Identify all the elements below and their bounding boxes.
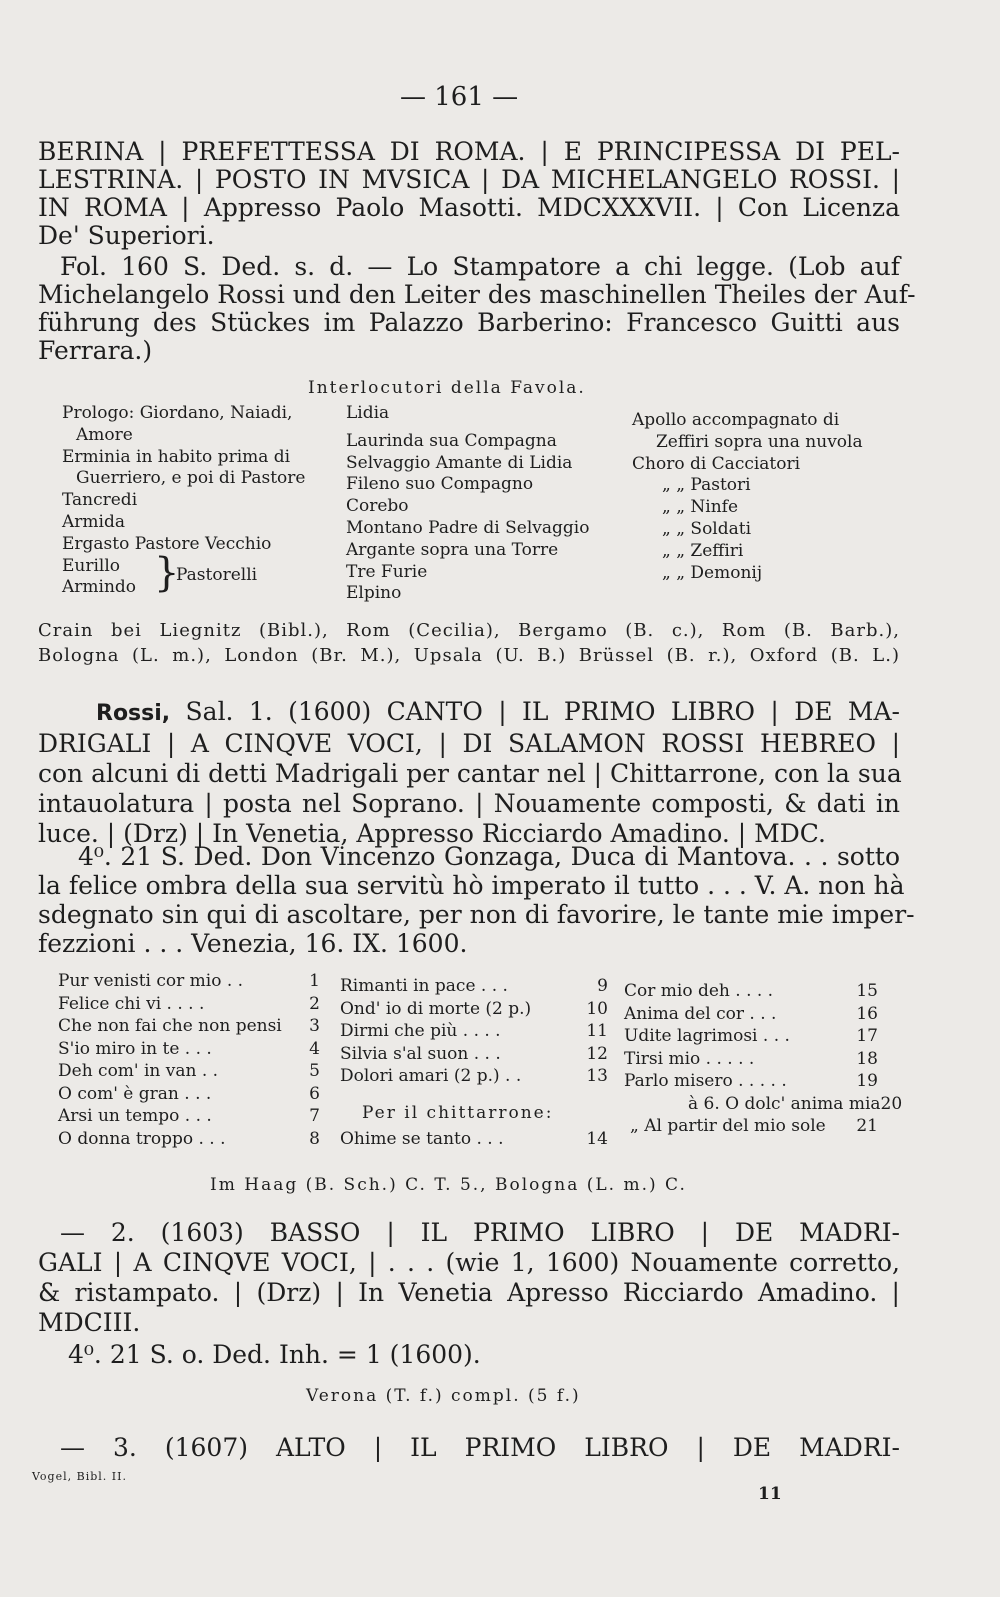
note-line: Fol. 160 S. Ded. s. d. — Lo Stampatore a chi legge. (Lob auf <box>60 252 900 281</box>
cast-entry: Armida <box>62 511 125 532</box>
note-line: Ferrara.) <box>38 336 153 365</box>
cast-entry: „ „ Pastori <box>662 475 751 496</box>
title-line: IN ROMA | Appresso Paolo Masotti. MDCXXXVII. | Con Licenza <box>38 193 900 222</box>
title-line: De' Superiori. <box>38 221 215 250</box>
cast-column-2 <box>346 403 616 605</box>
signature-mark: Vogel, Bibl. II. <box>32 1470 127 1483</box>
contents-item: O com' è gran . . . 6 <box>58 1083 320 1104</box>
entry-2-note: 4⁰. 21 S. o. Ded. Inh. = 1 (1600). <box>68 1340 481 1369</box>
rossi-entry-title <box>38 697 900 849</box>
entry-note <box>38 252 916 365</box>
library-holdings <box>38 618 900 668</box>
cast-entry: Elpino <box>346 583 402 604</box>
library-holdings: Im Haag (B. Sch.) C. T. 5., Bologna (L. m.) C. <box>210 1175 687 1195</box>
contents-column-3 <box>624 980 903 1138</box>
contents-item: Parlo misero . . . . . 19 <box>624 1071 878 1091</box>
library-holdings: Verona (T. f.) compl. (5 f.) <box>306 1386 581 1406</box>
contents-item: Ond' io di morte (2 p.) 10 <box>340 998 608 1019</box>
title-line: con alcuni di detti Madrigali per cantar nel | Chittarrone, con la sua <box>38 759 902 788</box>
contents-item: O donna troppo . . . 8 <box>58 1128 320 1149</box>
contents-item: Rimanti in pace . . . 9 <box>340 976 608 996</box>
cast-entry: Tre Furie <box>346 561 428 582</box>
contents-item: Tirsi mio . . . . . 18 <box>624 1048 878 1069</box>
entry-2 <box>38 1218 900 1338</box>
contents-item: Cor mio deh . . . . 15 <box>624 981 878 1001</box>
title-line: MDCIII. <box>38 1308 141 1337</box>
cast-entry: Amore <box>76 424 133 445</box>
title-line: GALI | A CINQVE VOCI, | . . . (wie 1, 1600) Nouamente corretto, <box>38 1248 900 1277</box>
cast-entry: Eurillo <box>62 555 121 576</box>
contents-item: Dolori amari (2 p.) . . 13 <box>340 1066 608 1086</box>
title-line: intauolatura | posta nel Soprano. | Nouamente composti, & dati in <box>38 789 900 818</box>
contents-item: Anima del cor . . . 16 <box>624 1003 878 1024</box>
cast-entry: Pastorelli <box>176 565 258 585</box>
cast-entry: Selvaggio Amante di Lidia <box>346 452 573 473</box>
holdings-line: Crain bei Liegnitz (Bibl.), Rom (Cecilia), Bergamo (B. c.), Rom (B. Barb.), <box>38 620 900 641</box>
cast-entry: Tancredi <box>62 490 138 511</box>
author-name: Rossi, <box>96 701 171 726</box>
cast-entry: Fileno suo Compagno <box>346 474 534 495</box>
contents-item: Silvia s'al suon . . . 12 <box>340 1043 608 1064</box>
sheet-number: 11 <box>758 1484 782 1504</box>
cast-entry: Corebo <box>346 496 409 517</box>
cast-column-3 <box>632 410 900 584</box>
note-line: führung des Stückes im Palazzo Barberino: Francesco Guitti aus <box>38 308 900 337</box>
cast-entry: Ergasto Pastore Vecchio <box>62 533 272 554</box>
note-line: la felice ombra della sua servitù hò imperato il tutto . . . V. A. non hà <box>38 871 905 900</box>
title-line: DRIGALI | A CINQVE VOCI, | DI SALAMON ROSSI HEBREO | <box>38 729 900 758</box>
cast-entry: Armindo <box>62 577 137 598</box>
contents-item: „ Al partir del mio sole 21 <box>630 1116 878 1136</box>
cast-entry: Montano Padre di Selvaggio <box>346 517 590 538</box>
cast-entry: „ „ Ninfe <box>662 497 739 518</box>
chittarrone-label: Per il chittarrone: <box>362 1102 554 1123</box>
contents-item: S'io miro in te . . . 4 <box>58 1038 320 1059</box>
cast-entry: Guerriero, e poi di Pastore <box>76 468 306 489</box>
contents-item: Arsi un tempo . . . 7 <box>58 1106 320 1126</box>
contents-item: à 6. O dolc' anima mia 20 <box>688 1093 903 1114</box>
cast-entry: Zeffiri sopra una nuvola <box>656 431 863 452</box>
contents-item: Che non fai che non pensi 3 <box>58 1016 320 1036</box>
note-line: 4⁰. 21 S. Ded. Don Vincenzo Gonzaga, Duca di Mantova. . . sotto <box>78 842 900 871</box>
cast-entry: Erminia in habito prima di <box>62 446 291 467</box>
title-line: luce. | (Drz) | In Venetia, Appresso Ricciardo Amadino. | MDC. <box>38 819 826 848</box>
cast-entry: Choro di Cacciatori <box>632 453 801 474</box>
title-line: Rossi, Sal. 1. (1600) CANTO | IL PRIMO LIBRO | DE MA- <box>96 697 900 726</box>
contents-item: Deh com' in van . . 5 <box>58 1061 320 1081</box>
contents-item: Udite lagrimosi . . . 17 <box>624 1026 878 1046</box>
contents-item: Ohime se tanto . . . 14 <box>340 1129 608 1149</box>
rossi-entry-note <box>38 842 915 958</box>
contents-item: Pur venisti cor mio . . 1 <box>58 971 320 991</box>
cast-heading: Interlocutori della Favola. <box>308 378 586 398</box>
brace: } <box>154 550 180 596</box>
contents-item: Felice chi vi . . . . 2 <box>58 993 320 1014</box>
cast-entry: Prologo: Giordano, Naiadi, <box>62 403 293 423</box>
title-line: LESTRINA. | POSTO IN MVSICA | DA MICHELANGELO ROSSI. | <box>38 165 900 194</box>
note-line: fezzioni . . . Venezia, 16. IX. 1600. <box>38 929 468 958</box>
cast-entry: „ „ Soldati <box>662 518 752 539</box>
title-line: BERINA | PREFETTESSA DI ROMA. | E PRINCIPESSA DI PEL- <box>38 137 900 166</box>
cast-entry: Apollo accompagnato di <box>632 410 840 430</box>
cast-entry: „ „ Zeffiri <box>662 540 744 561</box>
holdings-line: Bologna (L. m.), London (Br. M.), Upsala (U. B.) Brüssel (B. r.), Oxford (B. L.) <box>38 645 900 666</box>
note-line: Michelangelo Rossi und den Leiter des maschinellen Theiles der Auf- <box>38 280 916 309</box>
title-line: — 2. (1603) BASSO | IL PRIMO LIBRO | DE MADRI- <box>60 1218 900 1247</box>
note-line: sdegnato sin qui di ascoltare, per non di favorire, le tante mie imper- <box>38 900 915 929</box>
cast-entry: Argante sopra una Torre <box>346 539 559 560</box>
entry-3 <box>38 1433 900 1463</box>
cast-entry: „ „ Demonij <box>662 562 763 583</box>
cast-entry: Lidia <box>346 403 390 423</box>
page-number: — 161 — <box>400 82 519 112</box>
title-line: & ristampato. | (Drz) | In Venetia Apresso Ricciardo Amadino. | <box>38 1278 900 1307</box>
entry-title <box>38 138 900 250</box>
contents-column-1 <box>58 970 320 1150</box>
contents-column-2 <box>340 975 608 1151</box>
contents-item: Dirmi che più . . . . 11 <box>340 1021 608 1041</box>
cast-entry: Laurinda sua Compagna <box>346 430 557 451</box>
title-line: — 3. (1607) ALTO | IL PRIMO LIBRO | DE MADRI- <box>60 1433 900 1462</box>
